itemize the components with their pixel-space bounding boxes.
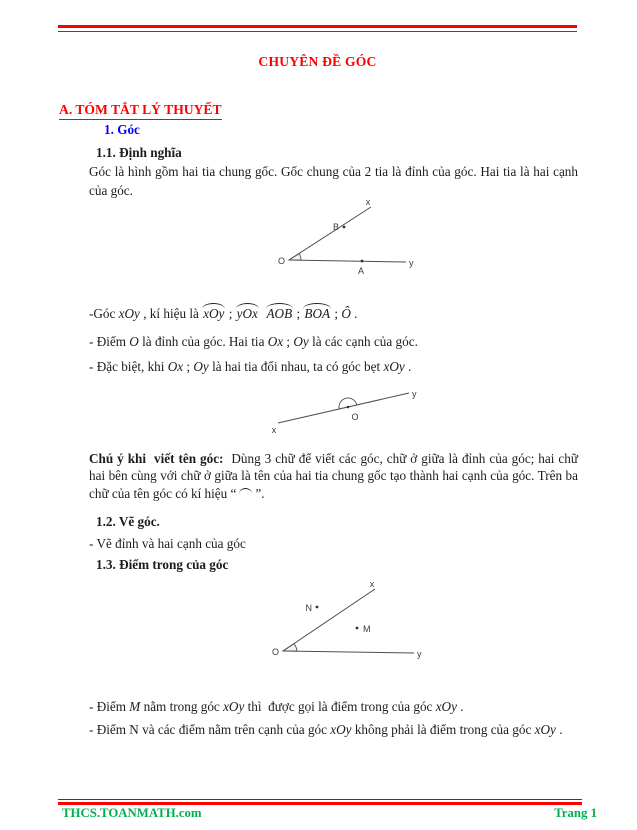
text-run: . xyxy=(350,306,358,321)
math-Oy: Oy xyxy=(293,334,309,349)
angle-arc xyxy=(283,644,297,652)
note-paragraph xyxy=(89,450,578,502)
section-heading-a-label: A. TÓM TẮT LÝ THUYẾT xyxy=(59,102,222,120)
top-divider xyxy=(58,25,577,32)
text-run: không phải là điểm trong của góc xyxy=(351,722,535,737)
text-run: -Góc xyxy=(89,306,119,321)
math-arc-AOB: AOB xyxy=(266,306,293,321)
text-run: là hai tia đối nhau, ta có góc bẹt xyxy=(208,359,384,374)
label-x: x xyxy=(365,197,371,207)
text-run: . xyxy=(456,699,464,714)
ray-Oy xyxy=(283,651,414,653)
text-run: là đỉnh của góc. Hai tia xyxy=(138,334,268,349)
text-run: - Điểm N và các điểm nằm trên cạnh của góc xyxy=(89,722,331,737)
label-O: O xyxy=(277,256,285,266)
definition-paragraph: Góc là hình gồm hai tia chung gốc. Gốc chung của 2 tia là đỉnh của góc. Hai tia là hai cạnh của góc. xyxy=(89,164,578,198)
angle-arc xyxy=(289,254,301,261)
math-O-hat: Ô xyxy=(341,306,351,321)
figure-angle-xOy xyxy=(263,196,413,282)
math-xOy: xOy xyxy=(223,699,245,714)
bullet-straight-angle-line xyxy=(89,359,411,375)
text-run: , kí hiệu là xyxy=(139,306,203,321)
section-heading-a xyxy=(59,102,222,118)
label-A: A xyxy=(357,266,365,276)
point-A-dot xyxy=(361,260,364,263)
label-B: B xyxy=(332,222,339,232)
heading-1-1-dinh-nghia: 1.1. Định nghĩa xyxy=(96,145,182,160)
label-O: O xyxy=(271,647,279,657)
label-M: M xyxy=(363,624,371,634)
note-lead: Chú ý khi viết tên góc: xyxy=(89,451,224,466)
text-run: ; xyxy=(293,306,304,321)
math-arc-xOy: xOy xyxy=(203,306,225,321)
figure-interior-point xyxy=(258,578,430,680)
text-run: là các cạnh của góc. xyxy=(308,334,418,349)
math-xOy: xOy xyxy=(118,306,140,321)
line-xy xyxy=(278,393,409,423)
math-xOy: xOy xyxy=(534,722,556,737)
text-run: ; xyxy=(283,334,294,349)
text-run: - Điểm xyxy=(89,699,130,714)
footer-page-number: Trang 1 xyxy=(554,806,597,820)
label-N: N xyxy=(305,603,312,613)
text-run: ; xyxy=(331,306,342,321)
math-Oy: Oy xyxy=(193,359,209,374)
text-run: nằm trong góc xyxy=(140,699,224,714)
ray-Ox xyxy=(289,207,371,260)
text-run: . xyxy=(555,722,563,737)
math-xOy: xOy xyxy=(330,722,352,737)
text-run: ; xyxy=(225,306,236,321)
text-run: thì được gọi là điểm trong của góc xyxy=(244,699,436,714)
point-O-dot xyxy=(347,406,350,409)
footer-site-link[interactable]: THCS.TOANMATH.com xyxy=(62,806,202,820)
text-run: - Điểm xyxy=(89,334,130,349)
label-x: x xyxy=(369,579,375,589)
math-arc-BOA: BOA xyxy=(304,306,331,321)
math-M: M xyxy=(129,699,141,714)
math-O: O xyxy=(129,334,139,349)
math-xOy: xOy xyxy=(435,699,457,714)
math-arc-yOx: yOx xyxy=(236,306,258,321)
heading-1-3-diem-trong: 1.3. Điểm trong của góc xyxy=(96,557,229,572)
math-Ox: Ox xyxy=(267,334,284,349)
text-run: - Đặc biệt, khi xyxy=(89,359,168,374)
heading-1-goc: 1. Góc xyxy=(104,122,140,137)
point-B-dot xyxy=(343,226,346,229)
figure-straight-angle xyxy=(258,382,426,438)
heading-1-2-ve-goc: 1.2. Vẽ góc. xyxy=(96,514,160,529)
text-run: . xyxy=(404,359,412,374)
label-x: x xyxy=(271,425,277,435)
ray-Oy xyxy=(289,260,406,262)
bullet-point-m-line xyxy=(89,699,464,715)
note-body: Dùng 3 chữ để viết các góc, chữ ở giữa là đỉnh của góc; hai chữ hai bên cùng với chữ ở giữa là tên của hai tia chung gốc tạo thành hai cạnh của góc. Trên ba chữ của tên góc có kí hiệu “ xyxy=(89,451,578,501)
notation-line xyxy=(89,306,357,322)
bullet-point-n-line xyxy=(89,722,562,738)
footer-divider xyxy=(58,799,582,805)
bullet-vertex-line xyxy=(89,334,418,350)
label-y: y xyxy=(409,258,414,268)
point-N-dot xyxy=(316,606,319,609)
text-run: ; xyxy=(183,359,194,374)
label-O: O xyxy=(351,412,359,422)
note-tail: ”. xyxy=(255,485,265,501)
ve-goc-line: - Vẽ đỉnh và hai cạnh của góc xyxy=(89,536,246,551)
label-y: y xyxy=(417,649,422,659)
point-M-dot xyxy=(356,627,359,630)
math-Ox: Ox xyxy=(167,359,184,374)
page-title: CHUYÊN ĐỀ GÓC xyxy=(258,54,377,69)
math-xOy: xOy xyxy=(383,359,405,374)
text-run xyxy=(259,306,266,321)
arc-symbol-icon xyxy=(239,488,252,494)
ray-Ox xyxy=(283,589,375,651)
label-y: y xyxy=(412,389,417,399)
